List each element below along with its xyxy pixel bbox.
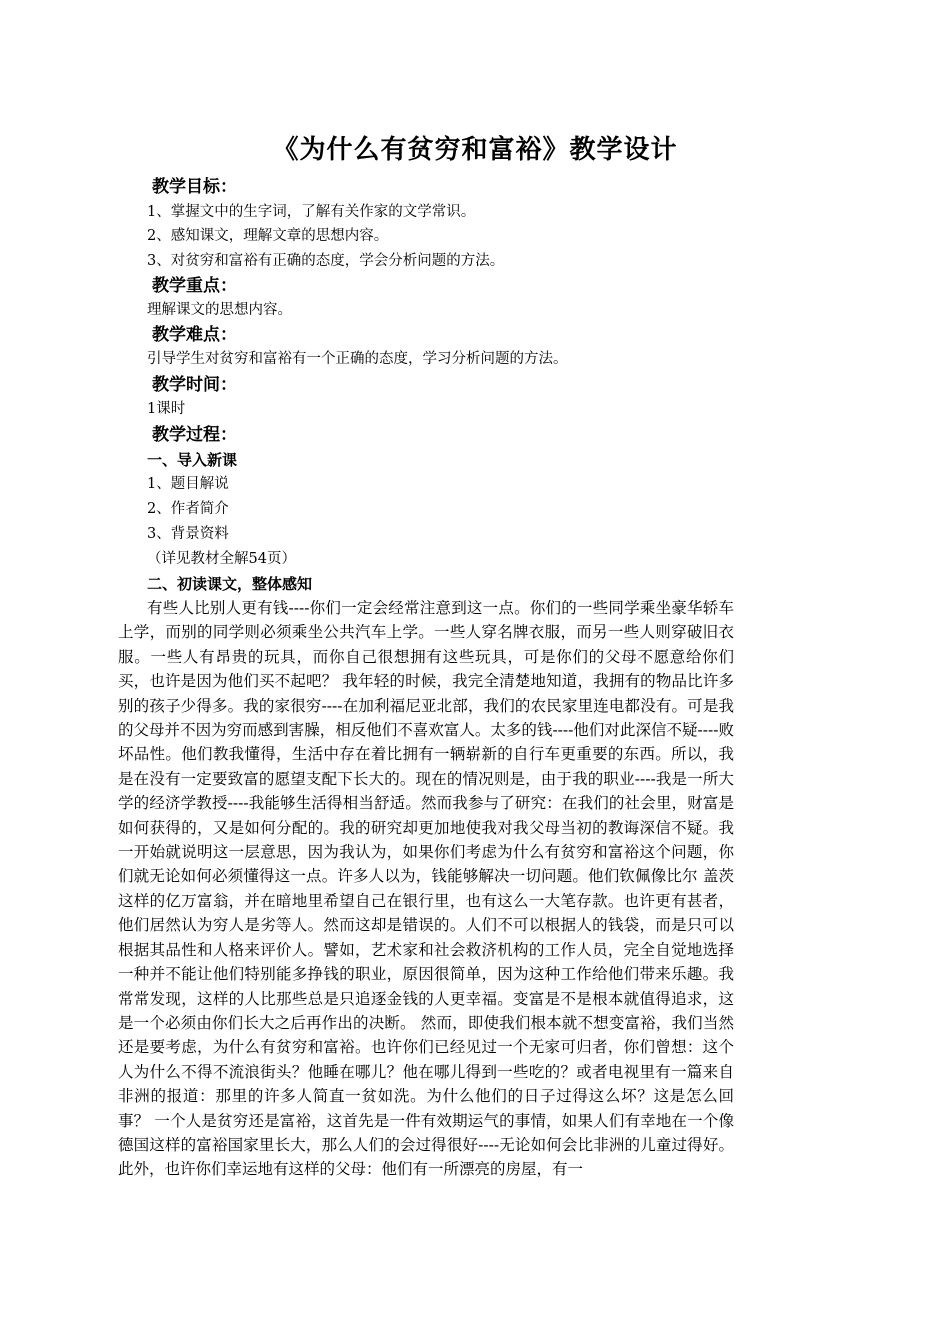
section1-item: 3、背景资料 xyxy=(147,526,229,542)
section2-paragraph: 有些人比别人更有钱----你们一定会经常注意到这一点。你们的一些同学乘坐豪华轿车上学，而别的同学则必须乘坐公共汽车上学。一些人穿名牌衣服，而另一些人则穿破旧衣服。一些人有昂贵的玩具，而你自己很想拥有这些玩具，可是你们的父母不愿意给你们买，也许是因为他们买不起吧？ 我年轻的时候，我完全清楚地知道，我拥有的物品比许多别的孩子少得多。我的家很穷----在加利福尼亚北部，我们的农民家里连电都没有。可是我的父母并不因为穷而感到害臊，相反他们不喜欢富人。太多的钱----他们对此深信不疑----败坏品性。他们教我懂得，生活中存在着比拥有一辆崭新的自行车更重要的东西。所以，我是在没有一定要致富的愿望支配下长大的。现在的情况则是，由于我的职业----我是一所大学的经济学教授----我能够生活得相当舒适。然而我参与了研究：在我们的社会里，财富是如何获得的，又是如何分配的。我的研究却更加地使我对我父母当初的教诲深信不疑。我一开始就说明这一层意思，因为我认为，如果你们考虑为什么有贫穷和富裕这个问题，你们就无论如何必须懂得这一点。许多人以为，钱能够解决一切问题。他们钦佩像比尔 盖茨这样的亿万富翁，并在暗地里希望自己在银行里，也有这么一大笔存款。也许更有甚者，他们居然认为穷人是劣等人。然而这却是错误的。人们不可以根据人的钱袋，而是只可以根据其品性和人格来评价人。譬如，艺术家和社会救济机构的工作人员，完全自觉地选择一种并不能让他们特别能多挣钱的职业，原因很简单，因为这种工作给他们带来乐趣。我常常发现，这样的人比那些总是只追逐金钱的人更幸福。变富是不是根本就值得追求，这是一个必须由你们长大之后再作出的决断。 然而，即使我们根本就不想变富裕，我们当然还是要考虑，为什么有贫穷和富裕。也许你们已经见过一个无家可归者，你们曾想：这个人为什么不得不流浪街头？他睡在哪儿？他在哪儿得到一些吃的？或者电视里有一篇来自非洲的报道：那里的许多人简直一贫如洗。为什么他们的日子过得这么坏？这是怎么回事？ 一个人是贫穷还是富裕，这首先是一件有效期运气的事情，如果人们有幸地在一个像德国这样的富裕国家里长大，那么人们的会过得很好----无论如何会比非洲的儿童过得好。此外，也许你们幸运地有这样的父母：他们有一所漂亮的房屋，有一 xyxy=(118,599,734,1179)
document-title: 《为什么有贫穷和富裕》教学设计 xyxy=(272,135,678,165)
key-points-heading: 教学重点： xyxy=(152,276,237,296)
time-text: 1课时 xyxy=(147,401,186,417)
section1-item: 2、作者简介 xyxy=(147,501,229,517)
objective-item: 2、感知课文，理解文章的思想内容。 xyxy=(147,228,389,244)
key-points-text: 理解课文的思想内容。 xyxy=(147,302,292,318)
section1-note: （详见教材全解54页） xyxy=(147,551,296,567)
section1-heading: 一、导入新课 xyxy=(147,451,238,469)
process-heading: 教学过程： xyxy=(152,425,237,445)
difficulties-text: 引导学生对贫穷和富裕有一个正确的态度，学习分析问题的方法。 xyxy=(147,351,568,367)
difficulties-heading: 教学难点： xyxy=(152,325,237,345)
section2-heading: 二、初读课文，整体感知 xyxy=(147,575,313,593)
time-heading: 教学时间： xyxy=(152,375,237,395)
objective-item: 1、掌握文中的生字词，了解有关作家的文学常识。 xyxy=(147,204,476,220)
section1-item: 1、题目解说 xyxy=(147,476,229,492)
objective-item: 3、对贫穷和富裕有正确的态度，学会分析问题的方法。 xyxy=(147,253,505,269)
objectives-heading: 教学目标： xyxy=(152,177,237,197)
